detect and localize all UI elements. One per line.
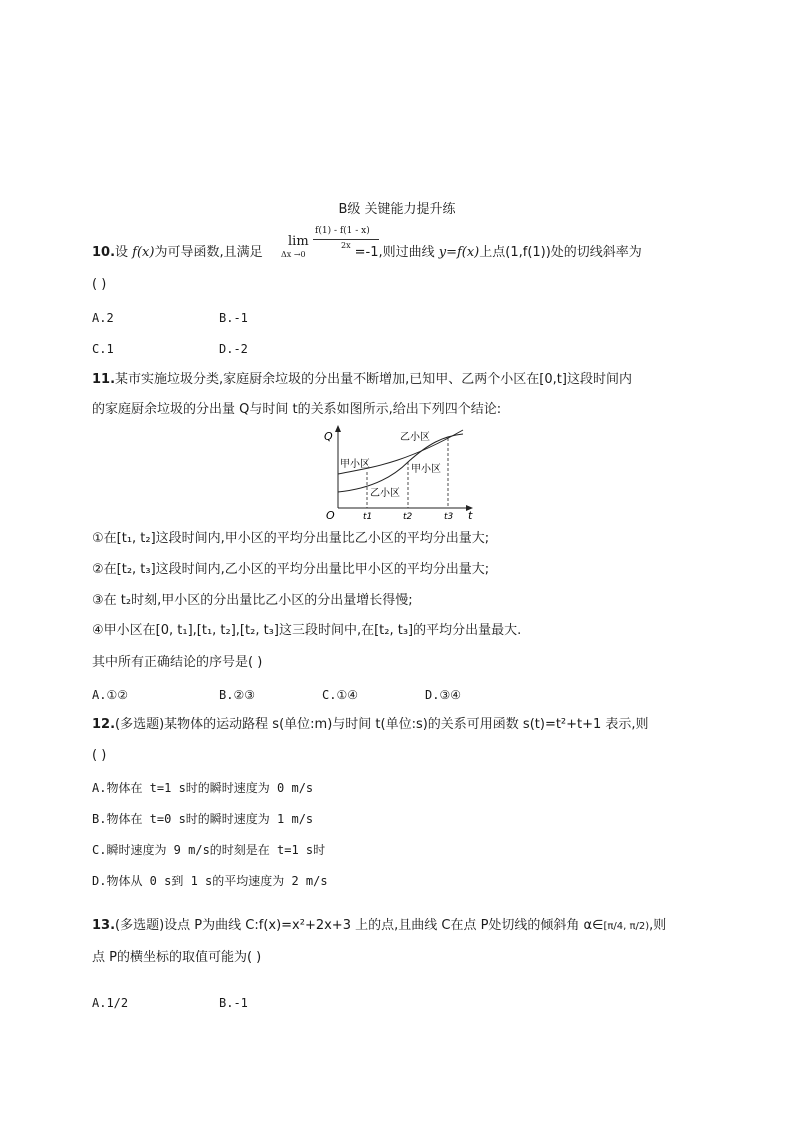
q12-number: 12.: [92, 717, 116, 732]
q11-conclusion-3: ③在 t₂时刻,甲小区的分出量比乙小区的分出量增长得慢;: [92, 593, 413, 608]
q11-option-b: B.②③: [219, 688, 255, 702]
label-q: Q: [324, 430, 333, 443]
q10-answer-paren: ( ): [92, 277, 107, 292]
q11-option-a: A.①②: [92, 688, 128, 702]
tick-t3: t3: [444, 512, 454, 522]
q11-conclusion-1: ①在[t₁, t₂]这段时间内,甲小区的平均分出量比乙小区的平均分出量大;: [92, 531, 490, 546]
label-yi-bottom: 乙小区: [370, 488, 400, 499]
q10-number: 10.: [92, 245, 116, 260]
q12-option-c: C.瞬时速度为 9 m/s的时刻是在 t=1 s时: [92, 843, 326, 857]
q10-limit-expression: lim Δx →0 f(1) - f(1 - x) 2x: [255, 226, 385, 262]
q11-question: 其中所有正确结论的序号是( ): [92, 655, 263, 670]
q11-option-c: C.①④: [322, 688, 358, 702]
q10-option-b: B.-1: [219, 311, 248, 325]
label-jia-right: 甲小区: [411, 464, 441, 475]
label-t-axis: t: [468, 509, 473, 522]
q11-stem-line1: 11.某市实施垃圾分类,家庭厨余垃圾的分出量不断增加,已知甲、乙两个小区在[0,t]这段时间内: [92, 372, 632, 387]
q11-conclusion-2: ②在[t₂, t₃]这段时间内,乙小区的平均分出量比甲小区的平均分出量大;: [92, 562, 490, 577]
label-origin: O: [326, 509, 335, 522]
y-axis-arrow: [335, 425, 341, 432]
q11-conclusion-4: ④甲小区在[0, t₁],[t₁, t₂],[t₂, t₃]这三段时间中,在[t₂, t₃]的平均分出量最大.: [92, 623, 522, 638]
q11-number: 11.: [92, 372, 116, 387]
q13-stem-line2: 点 P的横坐标的取值可能为( ): [92, 950, 262, 965]
q10-option-c: C.1: [92, 342, 114, 356]
tick-t2: t2: [403, 512, 413, 522]
q10-option-d: D.-2: [219, 342, 248, 356]
q11-option-d: D.③④: [425, 688, 461, 702]
q12-answer-paren: ( ): [92, 748, 107, 763]
q12-option-b: B.物体在 t=0 s时的瞬时速度为 1 m/s: [92, 812, 314, 826]
q12-option-a: A.物体在 t=1 s时的瞬时速度为 0 m/s: [92, 781, 314, 795]
label-jia-left: 甲小区: [340, 459, 370, 470]
q12-stem: 12.(多选题)某物体的运动路程 s(单位:m)与时间 t(单位:s)的关系可用函数 s(t)=t²+t+1 表示,则: [92, 717, 649, 732]
q13-stem: 13.(多选题)设点 P为曲线 C:f(x)=x²+2x+3 上的点,且曲线 C在点 P处切线的倾斜角 α∈[π/4, π/2),则: [92, 918, 667, 933]
q12-option-d: D.物体从 0 s到 1 s的平均速度为 2 m/s: [92, 874, 328, 888]
q10-option-a: A.2: [92, 311, 114, 325]
q13-interval: [π/4, π/2): [603, 921, 650, 932]
q11-graph: [318, 422, 478, 522]
section-title: B级 关键能力提升练: [338, 202, 456, 217]
q13-option-b: B.-1: [219, 996, 248, 1010]
q10-stem: 10.设 f(x)为可导函数,且满足 =-1,则过曲线 y=f(x)上点(1,f(1))处的切线斜率为: [92, 245, 642, 260]
q13-number: 13.: [92, 918, 116, 933]
q11-stem-line2: 的家庭厨余垃圾的分出量 Q与时间 t的关系如图所示,给出下列四个结论:: [92, 402, 502, 417]
q13-option-a: A.1/2: [92, 996, 129, 1010]
tick-t1: t1: [363, 512, 373, 522]
label-yi-top: 乙小区: [400, 432, 430, 443]
